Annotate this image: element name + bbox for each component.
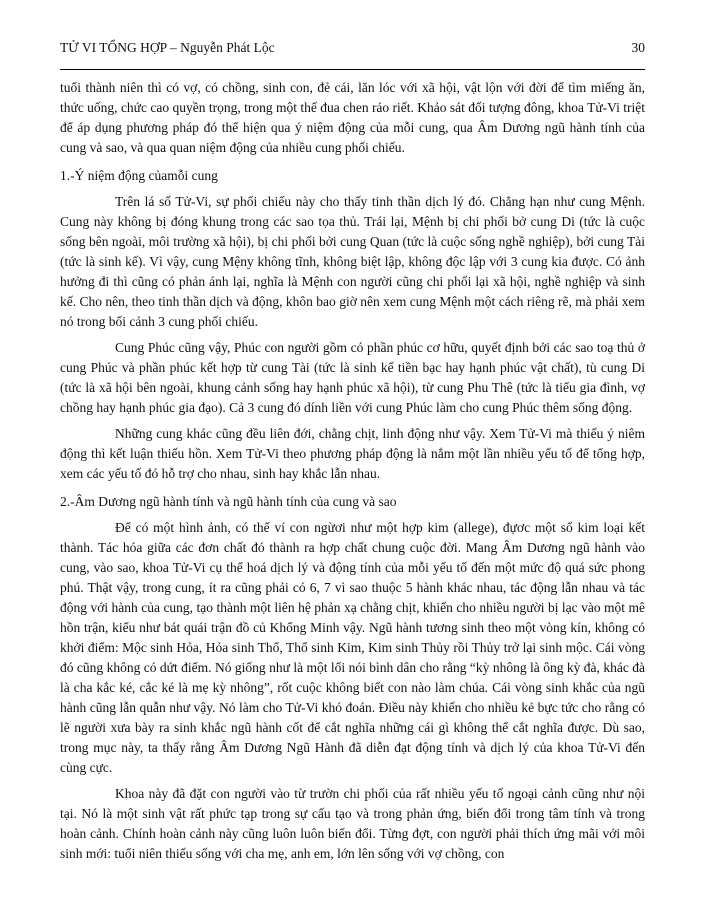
section-heading-1: 1.-Ý niệm động củamỗi cung (60, 168, 218, 183)
section2-paragraph-2: Khoa này đã đặt con người vào từ trườn chi phối của rất nhiều yếu tố ngoại cảnh cũng như nội tại. Nó là một sinh vật rất phức tạp trong sự cấu tạo và trong phản ứng, biến đổi trong tâm tính và trong hoàn cảnh. Chính hoàn cảnh này cũng luôn luôn biến đổi. Từng đợt, con người phải thích ứng mãi với môi sinh mới: tuổi niên thiếu sống với cha mẹ, anh em, lớn lên sống với vợ chồng, con (60, 786, 645, 861)
page-header (60, 38, 645, 58)
paragraph-continuation: tuổi thành niên thì có vợ, có chồng, sinh con, đẻ cái, lăn lóc với xã hội, vật lộn với đời để tìm miếng ăn, thức uống, chức cao quyền trọng, trong một thế đua chen ráo riết. Khảo sát đối tượng đông, khoa Tử-Vi triệt để áp dụng phương pháp đó thể hiện qua ý niệm động của mỗi cung, qua Âm Dương ngũ hành tính của cung và sao, và qua quan niệm động của nhiều cung phối chiếu. (60, 80, 645, 155)
section1-paragraph-2: Cung Phúc cũng vậy, Phúc con người gồm có phần phúc cơ hữu, quyết định bởi các sao toạ thủ ở cung Phúc và phần phúc kết hợp từ cung Tài (tức là sinh kế tiền bạc hay hạnh phúc vật chất), tù cung Di (tức là xã hội bên ngoài, khung cảnh sống hay hạnh phúc xã hội), từ cung Phu Thê (tức là tiểu gia đình, vợ chồng hay hạnh phúc gia đạo). Cả 3 cung đó dính liền với cung Phúc làm cho cung Phúc thêm sống động. (60, 340, 645, 415)
header-rule (60, 69, 645, 70)
section-heading-2: 2.-Âm Dương ngũ hành tính và ngũ hành tính của cung và sao (60, 494, 397, 509)
section1-paragraph-3: Những cung khác cũng đều liên đới, chằng chịt, linh động như vậy. Xem Tử-Vi mà thiếu ý niêm động thì kết luận thiếu hồn. Xem Tử-Vi theo phương pháp động là nắm một lần nhiều yếu tố để tổng hợp, xem các yếu tố đó hỗ trợ cho nhau, sinh hay khắc lẫn nhau. (60, 426, 645, 481)
section1-paragraph-1: Trên lá số Tử-Vi, sự phối chiếu này cho thấy tinh thần dịch lý đó. Chẳng hạn như cung Mệnh. Cung này không bị đóng khung trong các sao tọa thủ. Trái lại, Mệnh bị chi phối bở cung Di (tức là cuộc sống bên ngoài, môi trường xã hội), bị chi phối bởi cung Quan (tức là cuộc sống nghề nghiệp), bởi cung Tài (tức là sinh kế). Vì vậy, cung Mệny không tĩnh, không biệt lập, không độc lập với 3 cung kia được. Có ảnh hưởng đi thì cũng có phản ánh lại, nghĩa là Mệnh con người cũng chi phối lại xã hội, nghề nghiệp và sinh kế. Cho nên, theo tinh thần dịch và động, khôn bao giờ nên xem cung Mệnh một cách riêng rẽ, mà phải xem nó trong bối cảnh 3 cung phối chiếu. (60, 194, 645, 329)
running-title: TỬ VI TỔNG HỢP – Nguyễn Phát Lộc (60, 40, 275, 55)
page-number: 30 (631, 40, 645, 55)
section2-paragraph-1: Để có một hình ảnh, có thể ví con ngừơi như một hợp kim (allege), đựơc một số kim loại kết thành. Tác hóa giữa các đơn chất đó thành ra hợp chất chung cuộc đời. Mang Âm Dương ngũ hành vào cung, vào sao, khoa Tử-Vi cụ thể hoá dịch lý và động tính của mỗi yếu tố đến một mức độ quá sức phong phú. Thật vậy, trong cung, ít ra cũng phải có 6, 7 vì sao thuộc 5 hành khác nhau, tác động lẫn nhau và tác động với hành của cung, tạo thành một liên hệ phản xạ chằng chịt, khiến cho nhiều người bị lạc vào một mê hồn trận, kiểu như bát quái trận đồ củ Khổng Minh vậy. Ngũ hành tương sinh theo một vòng kín, không có khởi điểm: Mộc sinh Hỏa, Hỏa sinh Thổ, Thổ sinh Kim, Kim sinh Thủy rồi Thủy trở lại sinh mộc. Cái vòng đó cũng không có dứt điểm. Nó giống như là một lối nói bình dân cho rằng “kỳ nhông là ông kỳ đà, khác đà là cha kắc ké, cắc ké là mẹ kỳ nhông”, rốt cuộc không biết con nào làm chúa. Cái vòng sinh khắc của ngũ hành cũng lẫn quẫn như vậy. Nó làm cho Tử-Vi khó đoán. Điều này khiến cho nhiều kẻ bực tức cho rằng có lẽ người xưa bày ra sinh khắc ngũ hành cốt để cắt nghĩa những cái gì không thể cắt nghĩa được. Dù sao, trong mục này, ta thấy rằng Âm Dương Ngũ Hành đã diễn đạt động tính và dịch lý của khoa Tử-Vi đến cùng cực. (60, 520, 645, 775)
